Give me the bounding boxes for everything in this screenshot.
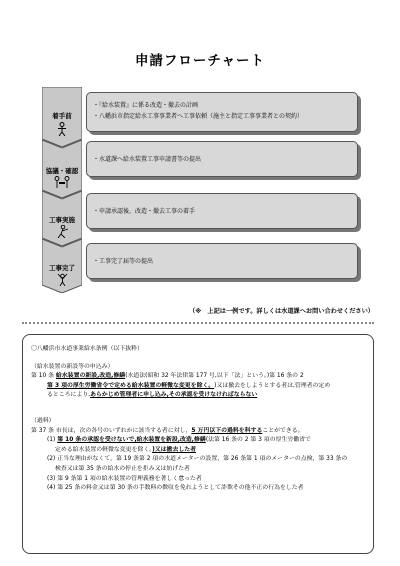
flow-step-consultation <box>42 140 82 198</box>
ordinance-heading: 〇八幡浜市水道事業給水条例（以下抜粋） <box>31 346 143 352</box>
article-10-line-3: るところにより,あらかじめ管理者に申し込み,その承認を受けなければならない <box>47 392 258 399</box>
article-37-item-3: (3) 第 9 条第 1 項の給水装置の管理義務を著しく怠った者 <box>47 475 202 482</box>
flow-step-before-start <box>42 87 82 147</box>
flow-note: （※ 上記は一例です。詳しくは水道課へお問い合わせください） <box>189 308 374 315</box>
meeting-icon <box>53 176 71 189</box>
article-37-line-1: 第 37 条 市長は，次の各号のいずれかに該当する者に対し，5 万円以下の過料を科することができる。 <box>31 427 304 434</box>
worker-icon <box>56 225 69 238</box>
flow-step-line: ・申請承認後、改造・撤去工事の着手 <box>93 208 196 215</box>
person-icon <box>56 122 68 136</box>
section-title: （過料） <box>31 417 55 424</box>
page-title: 申請フローチャート <box>134 53 266 69</box>
flow-step-construction <box>42 191 82 246</box>
celebrate-icon <box>56 273 69 286</box>
flow-step-line: ・工事完了届等の提出 <box>93 258 154 265</box>
flow-step-completion <box>42 239 82 293</box>
article-37-item-2: (2) 正当な理由がなくて，第 19 条第 2 項の水道メーターの設置，第 26 条第 1 項のメーターの点検，第 33 条の <box>47 456 348 463</box>
flow-step-description <box>86 193 358 229</box>
article-10-line-2: 第 3 項の厚生労働省令で定める給水装置の軽微な変更を除く。)又は撤去をしようとする者は,管理者の定め <box>47 382 331 389</box>
ordinance-excerpt-box <box>22 334 374 554</box>
flow-step-label: 工事完了 <box>49 264 75 272</box>
dotted-divider <box>22 322 374 324</box>
flow-step-line: ・八幡浜市指定給水工事事業者へ工事依頼（施主と指定工事事業者との契約） <box>93 113 304 120</box>
section-title: （給水装置の新設等の申込み） <box>31 363 114 370</box>
article-37-item-1-cont: 定める給水装置の軽微な変更を除く。)又は撤去した者 <box>55 446 197 453</box>
article-37-item-1: (1) 第 10 条の承認を受けないで,給水装置を新設,改造,修繕(法第 16 条の 2 第 3 項の厚生労働省で <box>47 437 311 444</box>
article-10-line-1: 第 10 条 給水装置の新設,改造,修繕(水道法(昭和 32 年法律第 177 号,以下「法」という。)第 16 条の 2 <box>31 373 304 380</box>
flow-step-label: 協議・確認 <box>45 167 79 175</box>
flow-step-description <box>86 92 358 132</box>
flow-step-label: 着手前 <box>52 112 72 120</box>
article-37-item-4: (4) 第 25 条の料金又は第 30 条の手数料の徴収を免れようとして詐欺その他不正の行為をした者 <box>47 485 304 492</box>
article-37-item-2-cont: 検査又は第 35 条の給水の停止を拒み又は妨げた者 <box>55 465 190 472</box>
flow-step-line: ・『給水装置』に係る改造・撤去の計画 <box>93 102 199 109</box>
flow-step-description <box>86 141 358 177</box>
flow-step-line: ・水道課へ給水装置工事申請書等の提出 <box>93 156 202 163</box>
flow-step-description <box>86 243 358 279</box>
flow-step-label: 工事実施 <box>49 216 75 224</box>
